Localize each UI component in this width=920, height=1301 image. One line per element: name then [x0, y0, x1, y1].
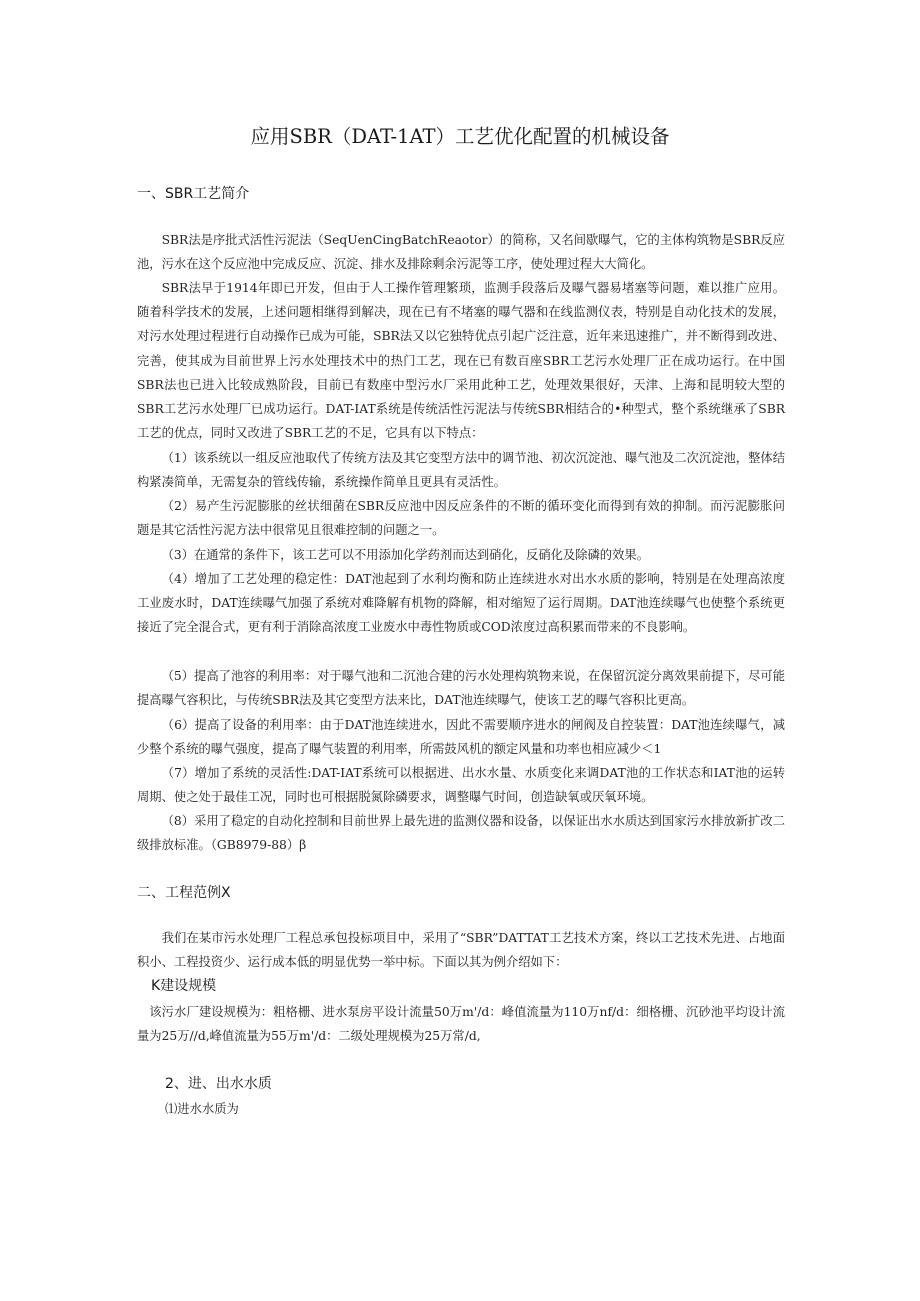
feature-item-7: （7）增加了系统的灵活性:DAT-IAT系统可以根据进、出水水量、水质变化来调DAT池的工作状态和IAT池的运转周期、使之处于最佳工况，同时也可根据脱氮除磷要求，调整曝气时间，创造缺氧或厌氧环境。: [137, 766, 785, 805]
feature-item-5: （5）提高了池容的利用率：对于曝气池和二沉池合建的污水处理构筑物来说，在保留沉淀分离效果前提下，尽可能提高曝气容积比，与传统SBR法及其它变型方法来比，DAT池连续曝气，使该工艺的曝气容积比更高。: [137, 669, 785, 708]
feature-item-1: （1）该系统以一组反应池取代了传统方法及其它变型方法中的调节池、初次沉淀池、曝气池及二次沉淀池，整体结构紧凑简单，无需复杂的管线传输，系统操作简单且更具有灵活性。: [137, 451, 785, 490]
paragraph-sbr-definition: SBR法是序批式活性污泥法（SeqUenCingBatchReaotor）的简称，又名间歇曝气，它的主体构筑物是SBR反应池，污水在这个反应池中完成反应、沉淀、排水及排除剩余污泥等工序，使处理过程大大简化。: [137, 233, 785, 272]
section-heading-project-example: 二、工程范例X: [137, 885, 231, 901]
feature-item-6: （6）提高了设备的利用率：由于DAT池连续进水，因此不需要顺序进水的闸阀及自控装置：DAT池连续曝气，减少整个系统的曝气强度，提高了曝气装置的利用率，所需鼓风机的额定风量和功率也相应减少＜1: [137, 718, 785, 757]
section-heading-sbr-intro: 一、SBR工艺简介: [137, 186, 250, 202]
subheading-construction-scale: K建设规模: [151, 978, 217, 994]
feature-item-8: （8）采用了稳定的自动化控制和目前世界上最先进的监测仪器和设备，以保证出水水质达到国家污水排放新扩改二级排放标准。（GB8979-88）β: [137, 814, 785, 853]
inlet-water-quality-label: ⑴进水水质为: [165, 1102, 239, 1116]
paragraph-sbr-history: SBR法早于1914年即已开发，但由于人工操作管理繁琐，监测手段落后及曝气器易堵塞等问题，难以推广应用。随着科学技术的发展，上述问题相继得到解决，现在已有不堵塞的曝气器和在线监测仪表，特别是自动化技术的发展，对污水处理过程进行自动操作已成为可能，SBR法又以它独特优点引起广泛注意，近年来迅速推广，并不断得到改进、完善，使其成为目前世界上污水处理技术中的热门工艺，现在已有数百座SBR工艺污水处理厂正在成功运行。在中国SBR法也已进入比较成熟阶段，目前已有数座中型污水厂采用此种工艺，处理效果很好，天津、上海和昆明较大型的SBR工艺污水处理厂已成功运行。DAT-IAT系统是传统活性污泥法与传统SBR相结合的•种型式，整个系统继承了SBR工艺的优点，同时又改进了SBR工艺的不足，它具有以下特点：: [137, 281, 785, 441]
feature-item-3: （3）在通常的条件下，该工艺可以不用添加化学药剂而达到硝化，反硝化及除磷的效果。: [161, 548, 649, 562]
document-title: 应用SBR（DAT-1AT）工艺优化配置的机械设备: [250, 125, 670, 148]
subheading-water-quality: 2、进、出水水质: [165, 1076, 272, 1092]
paragraph-project-intro: 我们在某市污水处理厂工程总承包投标项目中，采用了“SBR”DATTAT工艺技术方案，终以工艺技术先进、占地面积小、工程投资少、运行成本低的明显优势一举中标。下面以其为例介绍如下：: [137, 931, 785, 970]
paragraph-construction-scale: 该污水厂建设规模为：粗格栅、进水泵房平设计流量50万m'/d：峰值流量为110万nf/d：细格栅、沉砂池平均设计流量为25万//d,峰值流量为55万m'/d：二级处理规模为25万常/d,: [137, 1005, 785, 1044]
feature-item-4: （4）增加了工艺处理的稳定性：DAT池起到了水利均衡和防止连续进水对出水水质的影响，特别是在处理高浓度工业废水时，DAT连续曝气加强了系统对难降解有机物的降解，相对缩短了运行周期。DAT池连续曝气也使整个系统更接近了完全混合式，更有利于消除高浓度工业废水中毒性物质或COD浓度过高积累而带来的不良影响。: [137, 572, 785, 635]
feature-item-2: （2）易产生污泥膨胀的丝状细菌在SBR反应池中因反应条件的不断的循环变化而得到有效的抑制。而污泥膨胀问题是其它活性污泥方法中很常见且很难控制的问题之一。: [137, 499, 785, 538]
